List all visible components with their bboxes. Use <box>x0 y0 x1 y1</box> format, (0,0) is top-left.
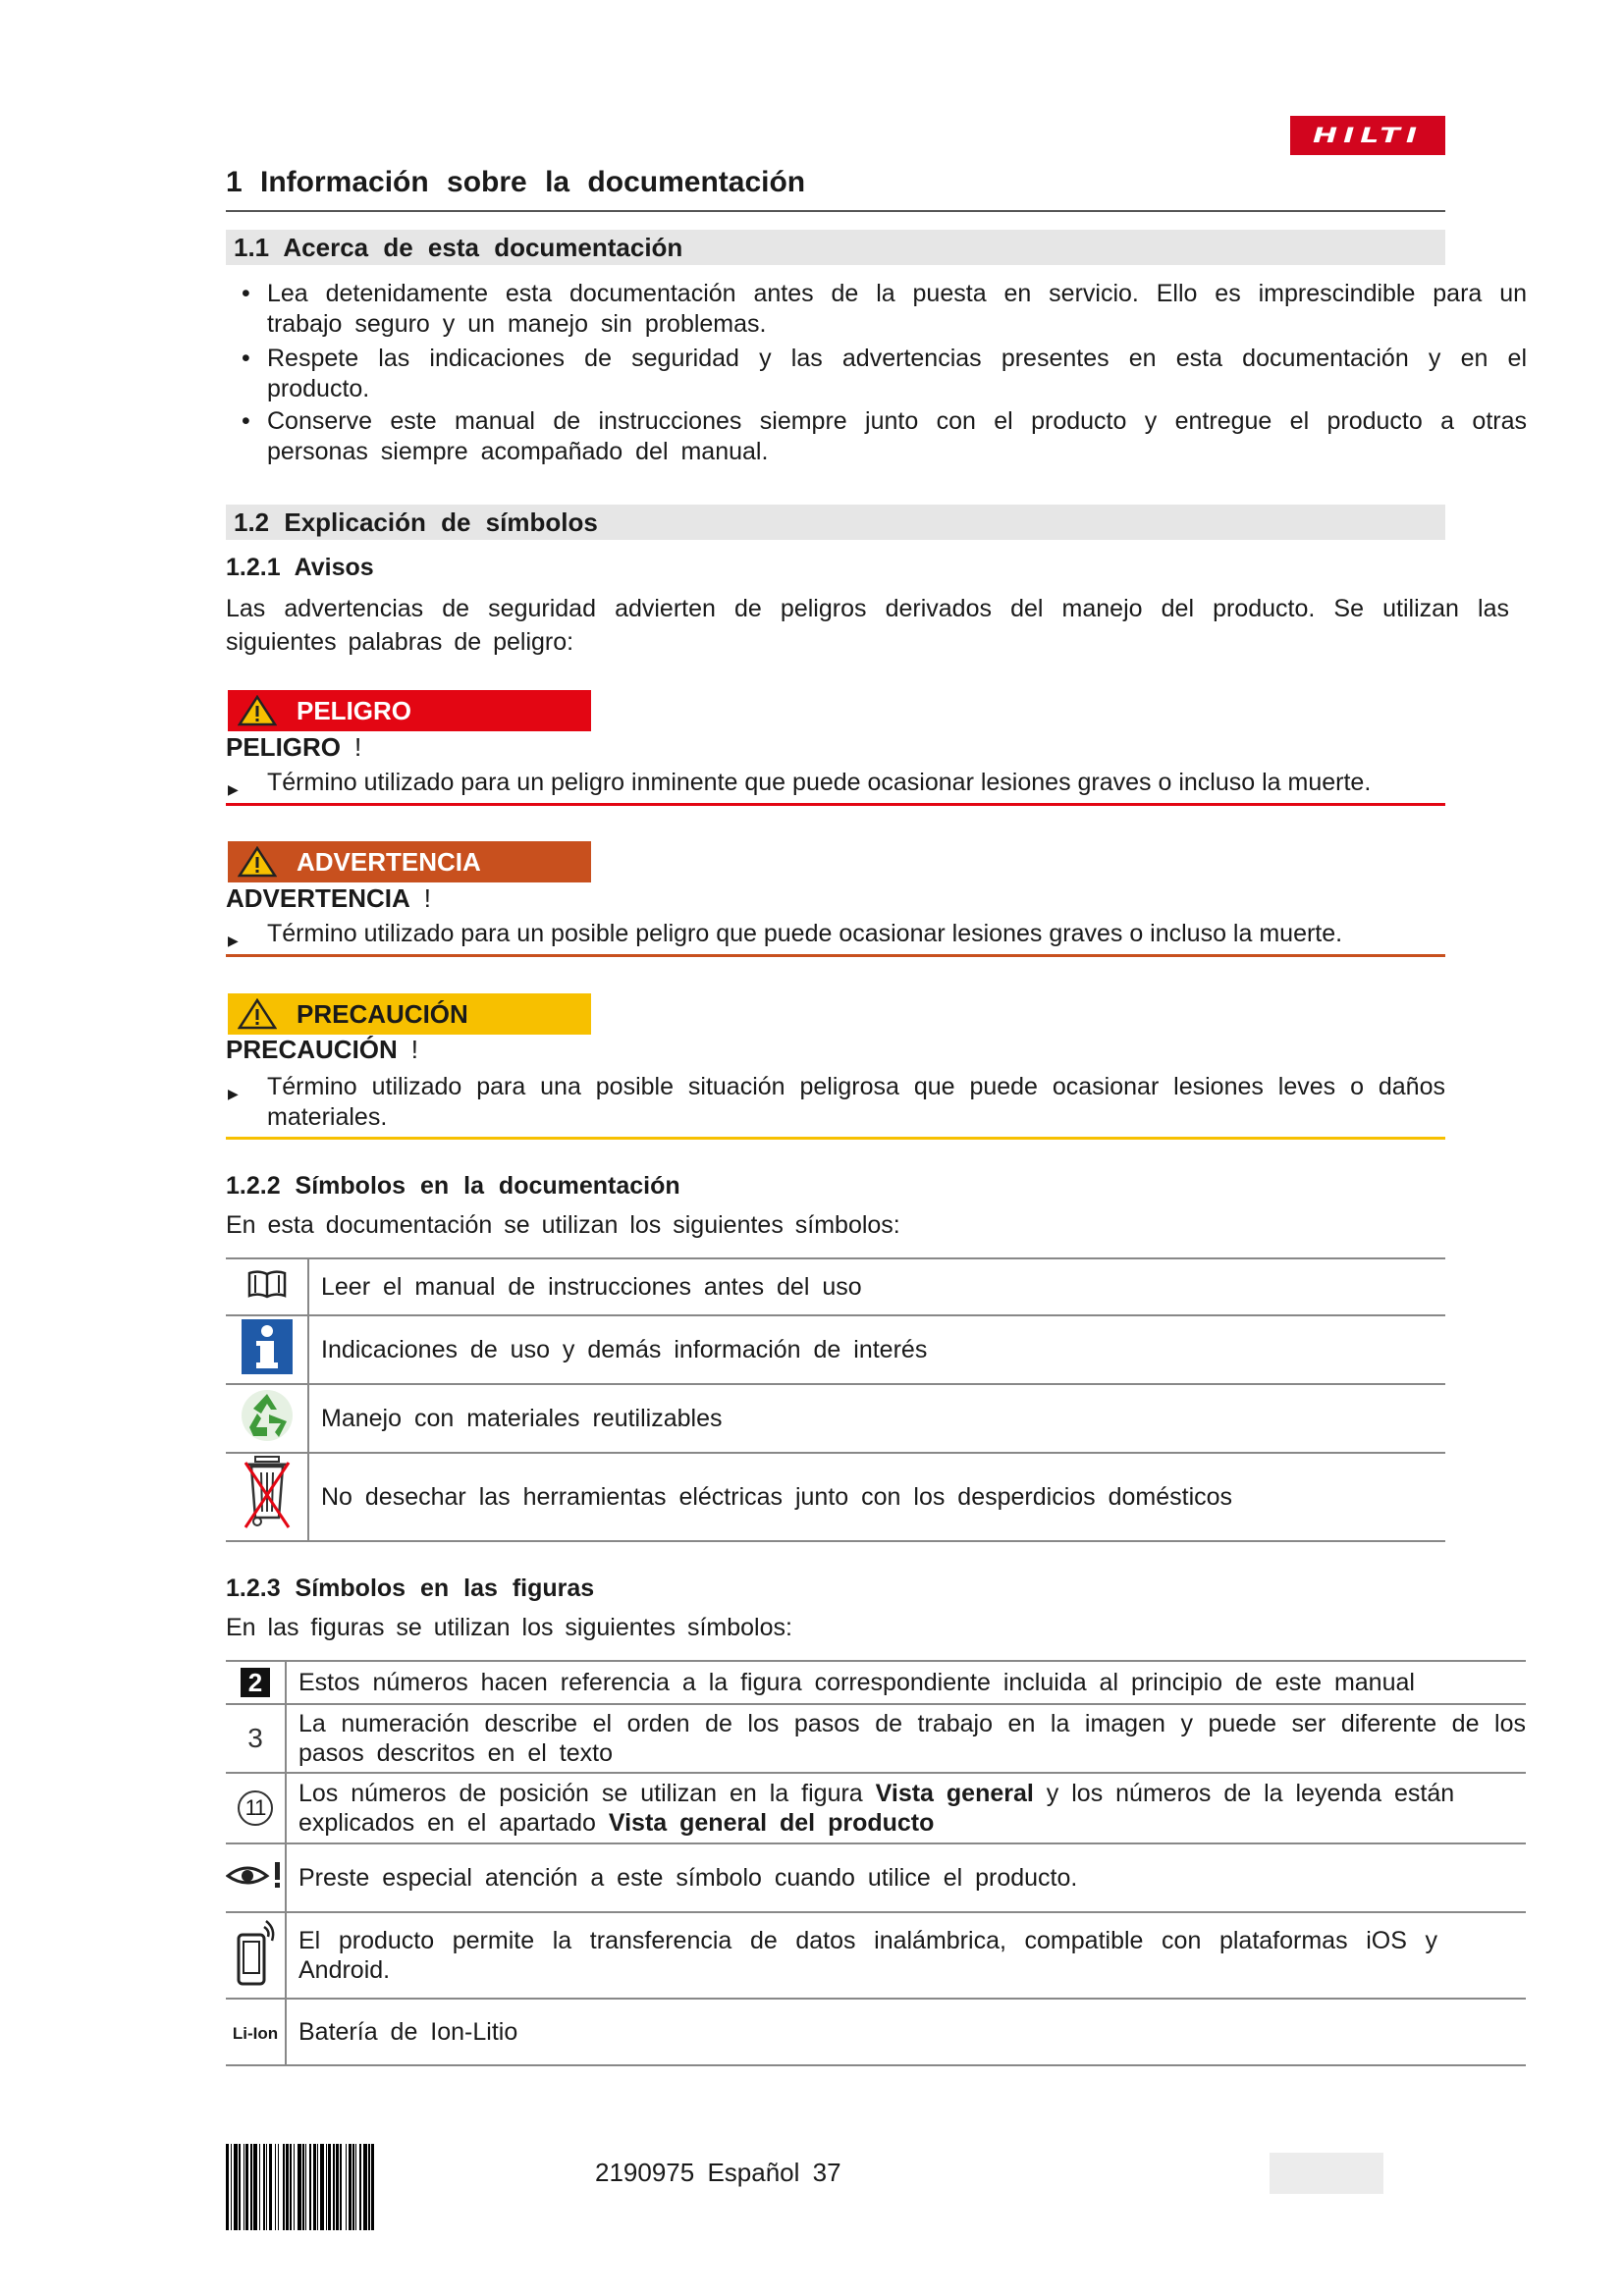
signal-description: ▶ Término utilizado para una posible situación peligrosa que puede ocasionar lesiones leves o daños materiales. <box>228 1073 1445 1131</box>
hilti-logo: HILTI <box>1290 116 1445 155</box>
signal-label-advertencia: ADVERTENCIA <box>228 841 591 882</box>
page-footer: 2190975 Español 37 <box>595 2158 841 2187</box>
signal-rule <box>226 1137 1445 1140</box>
symbol-description: Preste especial atención a este símbolo cuando utilice el producto. <box>286 1843 1526 1912</box>
position-number-icon: 11 <box>238 1790 273 1826</box>
table-row <box>226 1704 1526 1773</box>
eye-attention-icon <box>226 1860 285 1890</box>
chapter-title: 1 Información sobre la documentación <box>226 163 1445 212</box>
list-item: • Lea detenidamente esta documentación antes de la puesta en servicio. Ello es imprescindible para un trabajo seguro y un manejo sin problemas. <box>226 279 1527 340</box>
figure-symbols-intro: En las figuras se utilizan los siguientes símbolos: <box>226 1614 792 1641</box>
list-item: • Respete las indicaciones de seguridad y las advertencias presentes en esta documentación y en el producto. <box>226 344 1527 404</box>
list-item: • Conserve este manual de instrucciones siempre junto con el producto y entregue el producto a otras personas siempre acompañado del manual. <box>226 406 1527 467</box>
signal-word-advertencia: ADVERTENCIA ! <box>226 883 432 913</box>
warnings-intro: Las advertencias de seguridad advierten de peligros derivados del manejo del producto. Se utilizan las siguientes palabras de peligro: <box>226 595 1509 656</box>
symbol-description: La numeración describe el orden de los pasos de trabajo en la imagen y puede ser diferente de los pasos descritos en el texto <box>286 1704 1526 1773</box>
table-row <box>226 1912 1526 1999</box>
table-row <box>226 1453 1445 1541</box>
warning-triangle-icon <box>238 695 277 726</box>
symbol-description: Indicaciones de uso y demás información de interés <box>308 1315 1445 1384</box>
table-row <box>226 1999 1526 2065</box>
barcode <box>226 2144 564 2230</box>
table-row <box>226 1843 1526 1912</box>
signal-rule <box>226 954 1445 957</box>
signal-word-peligro: PELIGRO ! <box>226 732 362 762</box>
symbol-cell <box>226 1661 286 1704</box>
figure-number-icon: 2 <box>241 1668 270 1697</box>
symbol-description: Manejo con materiales reutilizables <box>308 1384 1445 1453</box>
symbol-cell <box>226 1773 286 1843</box>
symbol-description: El producto permite la transferencia de datos inalámbrica, compatible con plataformas iOS y Android. <box>286 1912 1526 1999</box>
table-row <box>226 1258 1445 1315</box>
symbol-cell <box>226 1315 308 1384</box>
symbol-cell <box>226 1912 286 1999</box>
symbol-description: Los números de posición se utilizan en la figura Vista general y los números de la leyenda están explicados en el apartado Vista general del producto <box>286 1773 1526 1843</box>
symbol-cell <box>226 1704 286 1773</box>
doc-symbols-intro: En esta documentación se utilizan los siguientes símbolos: <box>226 1211 900 1239</box>
subsection-title-1-2-3: 1.2.3 Símbolos en las figuras <box>226 1575 595 1602</box>
symbol-cell <box>226 1999 286 2065</box>
info-icon <box>242 1319 293 1374</box>
crossed-bin-icon <box>242 1455 293 1533</box>
table-row <box>226 1315 1445 1384</box>
subsection-title-1-2-2: 1.2.2 Símbolos en la documentación <box>226 1172 680 1200</box>
section-title-1-1: 1.1 Acerca de esta documentación <box>226 230 1445 265</box>
signal-word-precaucion: PRECAUCIÓN ! <box>226 1035 419 1064</box>
table-row <box>226 1384 1445 1453</box>
signal-label-precaucion: PRECAUCIÓN <box>228 993 591 1035</box>
subsection-title-1-2-1: 1.2.1 Avisos <box>226 554 374 581</box>
symbol-cell <box>226 1384 308 1453</box>
symbol-description: Leer el manual de instrucciones antes del uso <box>308 1258 1445 1315</box>
symbol-description: Batería de Ion-Litio <box>286 1999 1526 2065</box>
signal-label-peligro: PELIGRO <box>228 690 591 731</box>
step-number-icon: 3 <box>247 1722 263 1753</box>
signal-description: ▶ Término utilizado para un peligro inminente que puede ocasionar lesiones graves o incluso la muerte. <box>228 769 1372 797</box>
symbol-cell <box>226 1258 308 1315</box>
symbol-description: No desechar las herramientas eléctricas junto con los desperdicios domésticos <box>308 1453 1445 1541</box>
barcode-bar <box>374 2144 376 2230</box>
book-icon <box>247 1269 287 1299</box>
figure-symbols-table <box>226 1660 1526 2066</box>
symbol-cell <box>226 1453 308 1541</box>
section-title-1-2: 1.2 Explicación de símbolos <box>226 505 1445 540</box>
table-row <box>226 1661 1526 1704</box>
li-ion-icon: Li-Ion <box>232 2023 279 2043</box>
signal-rule <box>226 803 1445 806</box>
footer-box <box>1270 2153 1383 2194</box>
symbol-description: Estos números hacen referencia a la figura correspondiente incluida al principio de este manual <box>286 1661 1526 1704</box>
warning-triangle-icon <box>238 846 277 878</box>
wireless-phone-icon <box>233 1917 278 1988</box>
doc-symbols-table <box>226 1257 1445 1542</box>
warning-triangle-icon <box>238 998 277 1030</box>
symbol-cell <box>226 1843 286 1912</box>
recycle-icon <box>240 1388 295 1443</box>
table-row <box>226 1773 1526 1843</box>
signal-description: ▶ Término utilizado para un posible peligro que puede ocasionar lesiones graves o incluso la muerte. <box>228 920 1343 948</box>
